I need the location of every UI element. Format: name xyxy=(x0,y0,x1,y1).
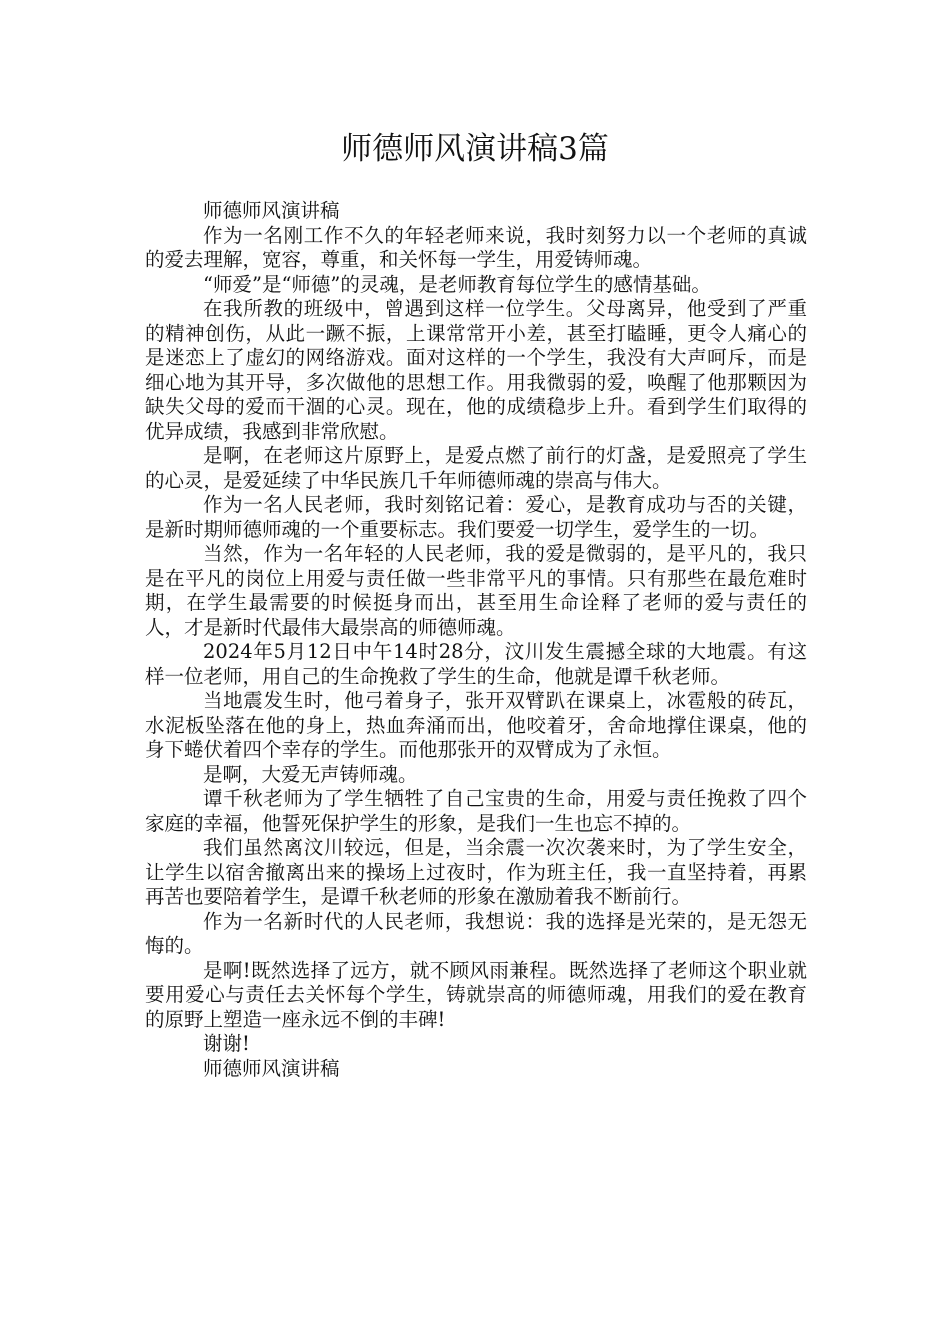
paragraph: 作为一名人民老师，我时刻铭记着：爱心，是教育成功与否的关键，是新时期师德师魂的一个重要标志。我们要爱一切学生，爱学生的一切。 xyxy=(145,493,807,541)
document-title: 师德师风演讲稿3篇 xyxy=(341,131,609,167)
paragraph: 当然，作为一名年轻的人民老师，我的爱是微弱的，是平凡的，我只是在平凡的岗位上用爱与责任做一些非常平凡的事情。只有那些在最危难时期，在学生最需要的时候挺身而出，甚至用生命诠释了老师的爱与责任的人，才是新时代最伟大最崇高的师德师魂。 xyxy=(145,542,807,639)
paragraph: 是啊!既然选择了远方，就不顾风雨兼程。既然选择了老师这个职业就要用爱心与责任去关怀每个学生，铸就崇高的师德师魂，用我们的爱在教育的原野上塑造一座永远不倒的丰碑! xyxy=(145,958,807,1031)
paragraph: 在我所教的班级中，曾遇到这样一位学生。父母离异，他受到了严重的精神创伤，从此一蹶不振，上课常常开小差，甚至打瞌睡，更令人痛心的是迷恋上了虚幻的网络游戏。面对这样的一个学生，我没有大声呵斥，而是细心地为其开导，多次做他的思想工作。用我微弱的爱，唤醒了他那颗因为缺失父母的爱而干涸的心灵。现在，他的成绩稳步上升。看到学生们取得的优异成绩，我感到非常欣慰。 xyxy=(145,297,807,443)
paragraph: 作为一名刚工作不久的年轻老师来说，我时刻努力以一个老师的真诚的爱去理解，宽容，尊重，和关怀每一学生，用爱铸师魂。 xyxy=(145,223,807,271)
paragraph: 师德师风演讲稿 xyxy=(203,1056,340,1080)
paragraph: “师爱”是“师德”的灵魂，是老师教育每位学生的感情基础。 xyxy=(203,272,711,296)
paragraph: 2024年5月12日中午14时28分，汶川发生震撼全球的大地震。有这样一位老师，用自己的生命挽救了学生的生命，他就是谭千秋老师。 xyxy=(145,640,807,688)
paragraph: 作为一名新时代的人民老师，我想说：我的选择是光荣的，是无怨无悔的。 xyxy=(145,909,807,957)
paragraph: 当地震发生时，他弓着身子，张开双臂趴在课桌上，冰雹般的砖瓦，水泥板坠落在他的身上，热血奔涌而出，他咬着牙，舍命地撑住课桌，他的身下蜷伏着四个幸存的学生。而他那张开的双臂成为了永恒。 xyxy=(145,689,807,761)
paragraph: 我们虽然离汶川较远，但是，当余震一次次袭来时，为了学生安全，让学生以宿舍撤离出来的操场上过夜时，作为班主任，我一直坚持着，再累再苦也要陪着学生，是谭千秋老师的形象在激励着我不断前行。 xyxy=(145,836,807,908)
paragraph: 谭千秋老师为了学生牺牲了自己宝贵的生命，用爱与责任挽救了四个家庭的幸福，他誓死保护学生的形象，是我们一生也忘不掉的。 xyxy=(145,787,807,835)
paragraph: 是啊，大爱无声铸师魂。 xyxy=(203,762,418,786)
paragraph: 师德师风演讲稿 xyxy=(203,199,340,222)
document-body xyxy=(145,199,807,1081)
paragraph: 是啊，在老师这片原野上，是爱点燃了前行的灯盏，是爱照亮了学生的心灵，是爱延续了中华民族几千年师德师魂的崇高与伟大。 xyxy=(145,444,807,492)
paragraph: 谢谢! xyxy=(203,1032,250,1055)
